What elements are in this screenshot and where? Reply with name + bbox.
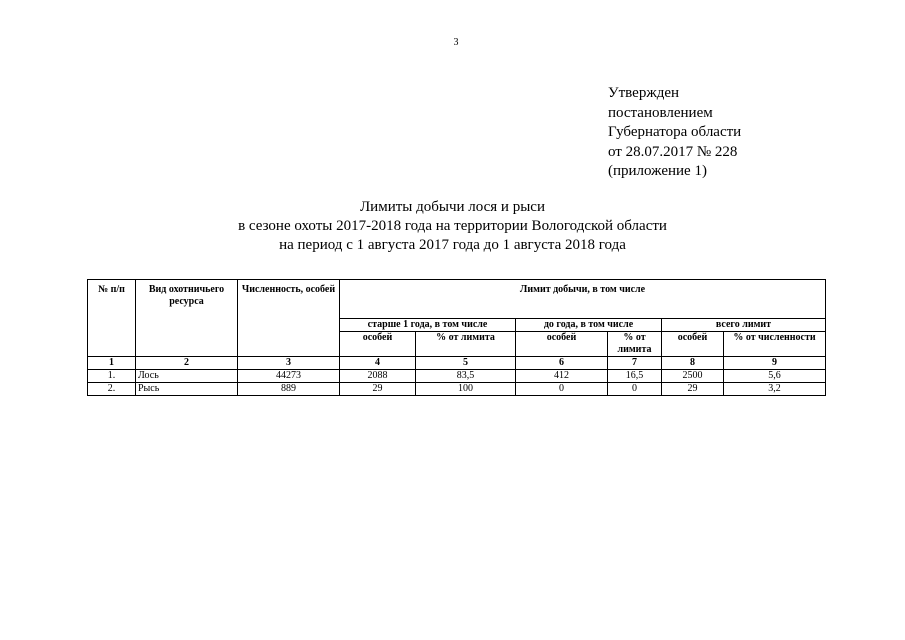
header-older-count: особей — [340, 332, 416, 357]
approval-line: (приложение 1) — [608, 163, 707, 179]
header-young-pct: % от лимита — [608, 332, 662, 357]
column-number-row — [88, 357, 826, 370]
header-older-pct: % от лимита — [416, 332, 516, 357]
cell-total-pct: 3,2 — [724, 383, 826, 396]
column-number: 4 — [340, 357, 416, 370]
header-resource: Вид охотничьего ресурса — [136, 280, 238, 357]
limits-table — [87, 279, 826, 396]
header-number: № п/п — [88, 280, 136, 357]
cell-young-pct: 0 — [608, 383, 662, 396]
header-group-young: до года, в том числе — [516, 319, 662, 332]
title-line: на период с 1 августа 2017 года до 1 августа 2018 года — [279, 237, 626, 253]
column-number: 3 — [238, 357, 340, 370]
column-number: 9 — [724, 357, 826, 370]
title-line: Лимиты добычи лося и рыси — [360, 199, 545, 215]
cell-older-pct: 100 — [416, 383, 516, 396]
header-group-older: старше 1 года, в том числе — [340, 319, 516, 332]
approval-line: Губернатора области — [608, 124, 742, 140]
cell-young-count: 0 — [516, 383, 608, 396]
cell-total-pct: 5,6 — [724, 370, 826, 383]
page-number: 3 — [453, 37, 459, 48]
cell-population: 889 — [238, 383, 340, 396]
column-number: 7 — [608, 357, 662, 370]
header-young-count: особей — [516, 332, 608, 357]
cell-number: 2. — [88, 383, 136, 396]
cell-total-count: 29 — [662, 383, 724, 396]
table-row — [88, 383, 826, 396]
column-number: 6 — [516, 357, 608, 370]
document-title — [0, 198, 905, 255]
header-total-pct: % от численности — [724, 332, 826, 357]
cell-young-pct: 16,5 — [608, 370, 662, 383]
header-total-count: особей — [662, 332, 724, 357]
approval-line: Утвержден — [608, 85, 680, 101]
column-number: 2 — [136, 357, 238, 370]
cell-number: 1. — [88, 370, 136, 383]
title-line: в сезоне охоты 2017-2018 года на территории Вологодской области — [238, 218, 667, 234]
column-number: 8 — [662, 357, 724, 370]
header-population: Численность, особей — [238, 280, 340, 357]
approval-line: от 28.07.2017 № 228 — [608, 143, 738, 160]
cell-resource: Рысь — [136, 383, 238, 396]
column-number: 1 — [88, 357, 136, 370]
cell-older-count: 2088 — [340, 370, 416, 383]
approval-line: постановлением — [608, 104, 713, 121]
cell-resource: Лось — [136, 370, 238, 383]
cell-population: 44273 — [238, 370, 340, 383]
cell-older-pct: 83,5 — [416, 370, 516, 383]
approval-stamp — [608, 84, 741, 182]
cell-total-count: 2500 — [662, 370, 724, 383]
header-limit: Лимит добычи, в том числе — [340, 280, 826, 319]
column-number: 5 — [416, 357, 516, 370]
cell-young-count: 412 — [516, 370, 608, 383]
cell-older-count: 29 — [340, 383, 416, 396]
table-row — [88, 370, 826, 383]
header-group-total: всего лимит — [662, 319, 826, 332]
